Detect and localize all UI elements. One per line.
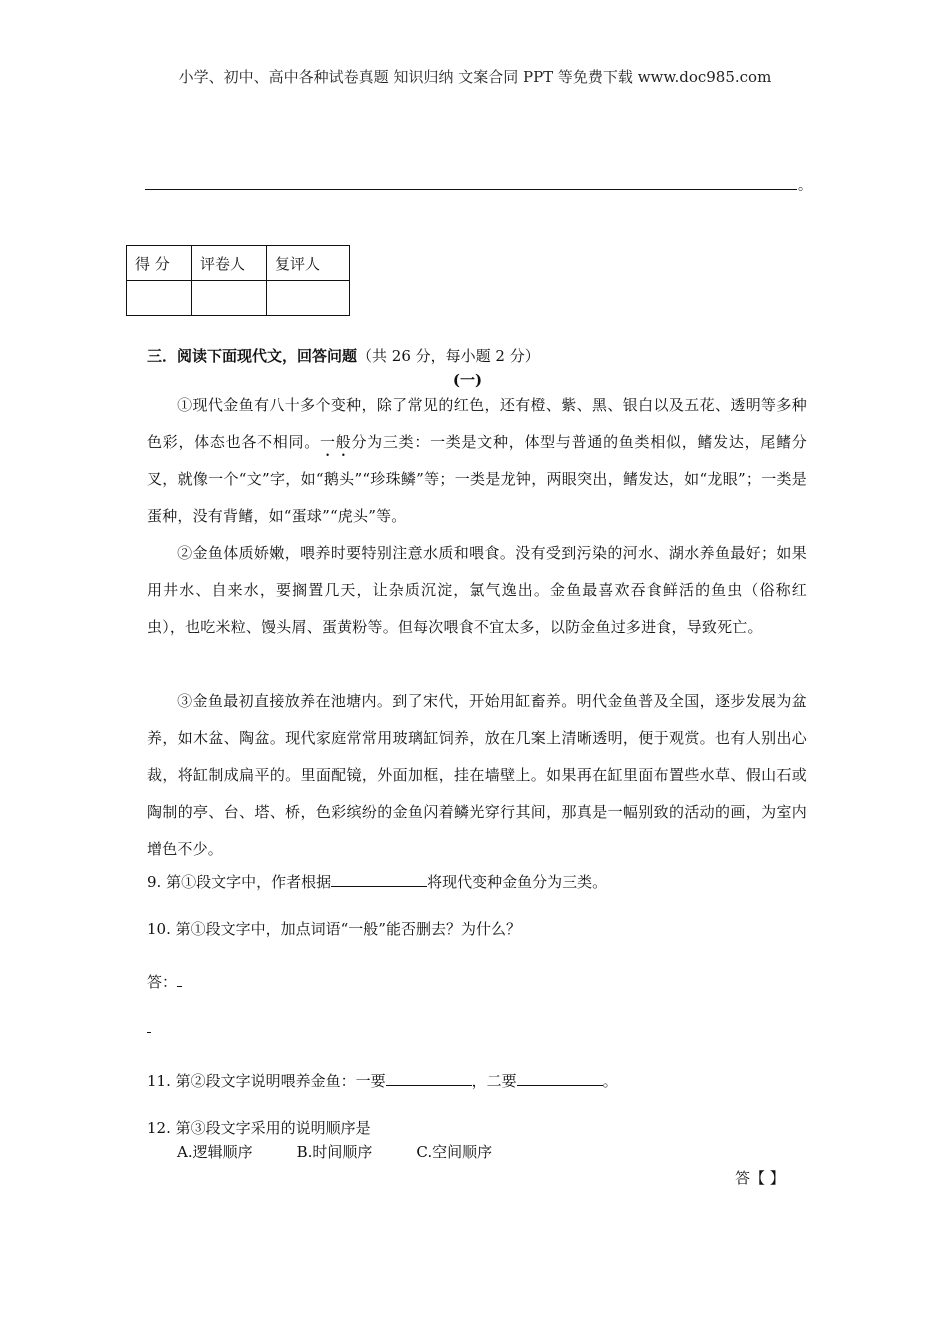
question-12-options [177,1141,536,1162]
paragraph-2 [147,535,807,646]
answer-line-top [145,189,797,190]
score-cell-reviewer[interactable] [267,281,350,316]
score-cell-grader[interactable] [192,281,267,316]
passage-number: (一) [452,371,483,389]
question-11-mid: ，二要 [471,1072,517,1090]
answer-line-marker [147,1032,151,1033]
question-9 [147,870,607,892]
question-9-pre: 9. 第①段文字中，作者根据 [147,873,332,891]
score-header-score: 得 分 [127,246,192,281]
paragraph-1-part-b: 分为三类：一类是文种，体型与普通的鱼类相似，鳍发达，尾鳍分叉，就像一个“文”字，如“鹅头”“珍珠鳞”等；一类是龙钟，两眼突出，鳍发达，如“龙眼”；一类是蛋种，没有背鳍，如“蛋球”“虎头”等。 [147,433,807,525]
option-b[interactable]: B.时间顺序 [296,1143,373,1161]
option-c[interactable]: C.空间顺序 [416,1143,493,1161]
page-header: 小学、初中、高中各种试卷真题 知识归纳 文案合同 PPT 等免费下载 www.doc985.com [178,68,772,86]
question-12-answer-bracket[interactable]: 答【 】 [735,1169,785,1187]
score-header-reviewer: 复评人 [267,246,350,281]
question-10: 10. 第①段文字中，加点词语“一般”能否删去？为什么？ [147,920,521,938]
question-11-blank-2[interactable] [517,1069,603,1086]
score-table [126,245,350,316]
section-title-note: （共 26 分，每小题 2 分） [357,347,540,365]
section-title-bold: 三．阅读下面现代文，回答问题 [147,347,358,365]
paragraph-3 [147,683,807,868]
option-a[interactable]: A.逻辑顺序 [177,1143,253,1161]
score-cell-score[interactable] [127,281,192,316]
question-11-pre: 11. 第②段文字说明喂养金鱼：一要 [147,1072,386,1090]
paragraph-1-part-a: ①现代金鱼有八十多个变种，除了常见的红色，还有橙、紫、黑、银白以及五花、透明等多种色彩，体态也各不相同。 [147,396,807,451]
score-header-grader: 评卷人 [192,246,267,281]
paragraph-1 [147,387,807,535]
emphasized-word-yiban: 一般 [320,433,352,451]
question-10-answer [147,970,182,992]
question-11-post: 。 [602,1072,618,1090]
question-11-blank-1[interactable] [386,1069,472,1086]
question-9-blank[interactable] [331,870,427,887]
paragraph-3-text: ③金鱼最初直接放养在池塘内。到了宋代，开始用缸畜养。明代金鱼普及全国，逐步发展为盆养，如木盆、陶盆。现代家庭常常用玻璃缸饲养，放在几案上清晰透明，便于观赏。也有人别出心裁，将缸制成扁平的。里面配镜，外面加框，挂在墙壁上。如果再在缸里面布置些水草、假山石或陶制的亭、台、塔、桥，色彩缤纷的金鱼闪着鳞光穿行其间，那真是一幅别致的活动的画，为室内增色不少。 [147,692,807,858]
question-9-post: 将现代变种金鱼分为三类。 [427,873,608,891]
question-11 [147,1069,618,1091]
top-line-period: 。 [798,178,812,194]
paragraph-2-text: ②金鱼体质娇嫩，喂养时要特别注意水质和喂食。没有受到污染的河水、湖水养鱼最好；如果用井水、自来水，要搁置几天，让杂质沉淀，氯气逸出。金鱼最喜欢吞食鲜活的鱼虫（俗称红虫），也吃米粒、馒头屑、蛋黄粉等。但每次喂食不宜太多，以防金鱼过多进食，导致死亡。 [147,544,807,636]
question-10-answer-blank[interactable] [177,970,182,987]
answer-label: 答： [147,973,178,991]
section-title [147,345,540,366]
question-12: 12. 第③段文字采用的说明顺序是 [147,1119,371,1137]
